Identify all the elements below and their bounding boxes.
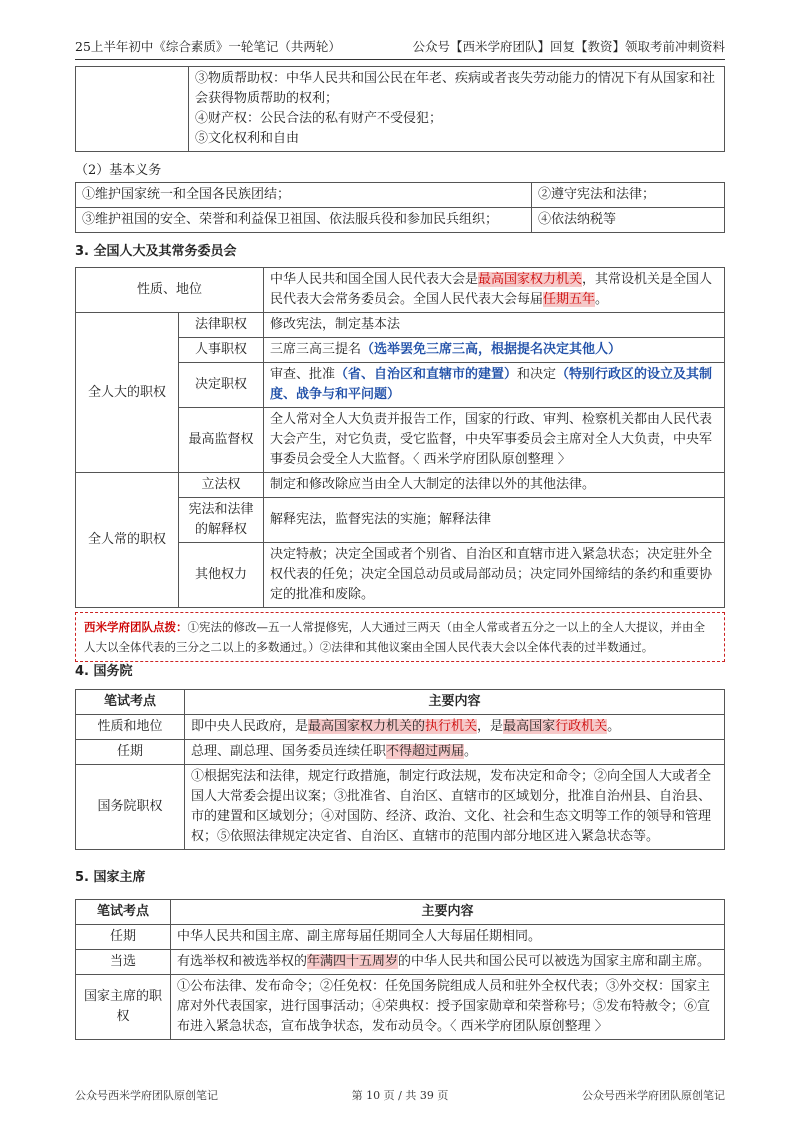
page-header bbox=[75, 37, 725, 60]
section-5: 5. 国家主席 笔试考点 主要内容 任期 中华人民共和国主席、副主席每届任期同全人大每届任期相同。 当选 有选举权和被选举权的年满四十五周岁的中华人民共和国公民可以被选为国家主席和副主席。 国家主席的职权 ①公布法律、发布命令；②任免权：任免国务院组成人员和驻外全权代表；③外交权：国家主席对外代表国家，进行国事活动；④荣典权：授予国家勋章和荣誉称号；⑤发布特赦令；⑥宣布进入紧急状态，宣布战争状态，发布动员令。〈 西米学府团队原创整理 〉 bbox=[75, 866, 725, 1040]
section-title: 4. 国务院 bbox=[75, 664, 133, 679]
nature-label: 性质、地位 bbox=[76, 268, 264, 313]
nature-text: 中华人民共和国全国人民代表大会是最高国家权力机关，其常设机关是全国人民代表大会常务委员会。全国人民代表大会每届任期五年。 bbox=[264, 268, 725, 313]
right-item: ④财产权：公民合法的私有财产不受侵犯； bbox=[195, 111, 443, 126]
duty-cell: ④依法纳税等 bbox=[532, 208, 725, 233]
footer-left: 公众号西米学府团队原创笔记 bbox=[75, 1089, 218, 1102]
right-item: ③物质帮助权：中华人民共和国公民在年老、疾病或者丧失劳动能力的情况下有从国家和社会获得物质帮助的权利； bbox=[195, 71, 716, 106]
tip-box bbox=[75, 612, 725, 662]
npc-label: 全人大的职权 bbox=[76, 313, 179, 473]
duty-cell: ①维护国家统一和全国各民族团结； bbox=[76, 183, 532, 208]
section-3: 3. 全国人大及其常务委员会 性质、地位 中华人民共和国全国人民代表大会是最高国家权力机关，其常设机关是全国人民代表大会常务委员会。全国人民代表大会每届任期五年。 全人大的职权 法律职权 修改宪法，制定基本法 人事职权 三席三高三提名（选举罢免三席三高，根据提名决定其他人） 决定职权 审查、批准（省、自治区和直辖市的建置）和决定（特别行政区的设立及其制度、战争与和平问题） 最高监督权 全人常对全人大负责并报告工作，国家的行政、审判、检察机关都由人民代表大会产生，对它负责，受它监督，中央军事委员会主席对全人大负责，中央军事委员会受全人大监督。〈 西米学府团队原创整理 〉 全人常的职权 立法权 制定和修改除应当由全人大制定的法律以外的其他法律。 宪法和法律的解释权 解释宪法，监督宪法的实施；解释法律 其他权力 决定特赦；决定全国或者个别省、自治区和直辖市进入紧急状态；决定驻外全权代表的任免；决定全国总动员或局部动员；决定同外国缔结的条约和重要协定的批准和废除。 西米学府团队点拨：①宪法的修改—五一人常提修宪，人大通过三两天（由全人常或者五分之一以上的全人大提议，并由全人大以全体代表的三分之二以上的多数通过。）②法律和其他议案由全国人民代表大会以全体代表的过半数通过。 bbox=[75, 240, 725, 662]
section-title: 5. 国家主席 bbox=[75, 870, 146, 885]
header-left: 25上半年初中《综合素质》一轮笔记（共两轮） bbox=[75, 39, 341, 54]
tip-label: 西米学府团队点拨： bbox=[84, 620, 188, 634]
section-4: 4. 国务院 笔试考点 主要内容 性质和地位 即中央人民政府，是最高国家权力机关的执行机关，是最高国家行政机关。 任期 总理、副总理、国务委员连续任职不得超过两届。 国务院职权 ①根据宪法和法律，规定行政措施，制定行政法规，发布决定和命令；②向全国人大或者全国人大常委会提出议案；③批准省、自治区、直辖市的区域划分，批准自治州县、自治县、市的建置和区域划分；④对国防、经济、政治、文化、社会和生态文明等工作的领导和管理权；⑤依照法律规定决定省、自治区、直辖市的范围内部分地区进入紧急状态等。 bbox=[75, 660, 725, 850]
header-right: 公众号【西米学府团队】回复【教资】领取考前冲刺资料 bbox=[412, 39, 725, 54]
page-footer bbox=[75, 1087, 725, 1103]
rights-table bbox=[75, 66, 725, 152]
footer-right: 公众号西米学府团队原创笔记 bbox=[582, 1089, 725, 1102]
duty-cell: ③维护祖国的安全、荣誉和利益保卫祖国、依法服兵役和参加民兵组织； bbox=[76, 208, 532, 233]
duty-cell: ②遵守宪法和法律； bbox=[532, 183, 725, 208]
npcsc-label: 全人常的职权 bbox=[76, 473, 179, 608]
duties-block bbox=[75, 160, 725, 233]
section-title: 3. 全国人大及其常务委员会 bbox=[75, 244, 237, 259]
duties-title: （2）基本义务 bbox=[75, 163, 162, 178]
right-item: ⑤文化权利和自由 bbox=[195, 131, 300, 146]
page-number: 第 10 页 / 共 39 页 bbox=[351, 1089, 449, 1102]
tip-text: ①宪法的修改—五一人常提修宪，人大通过三两天（由全人常或者五分之一以上的全人大提议，并由全人大以全体代表的三分之二以上的多数通过。）②法律和其他议案由全国人民代表大会以全体代表的过半数通过。 bbox=[84, 620, 705, 654]
